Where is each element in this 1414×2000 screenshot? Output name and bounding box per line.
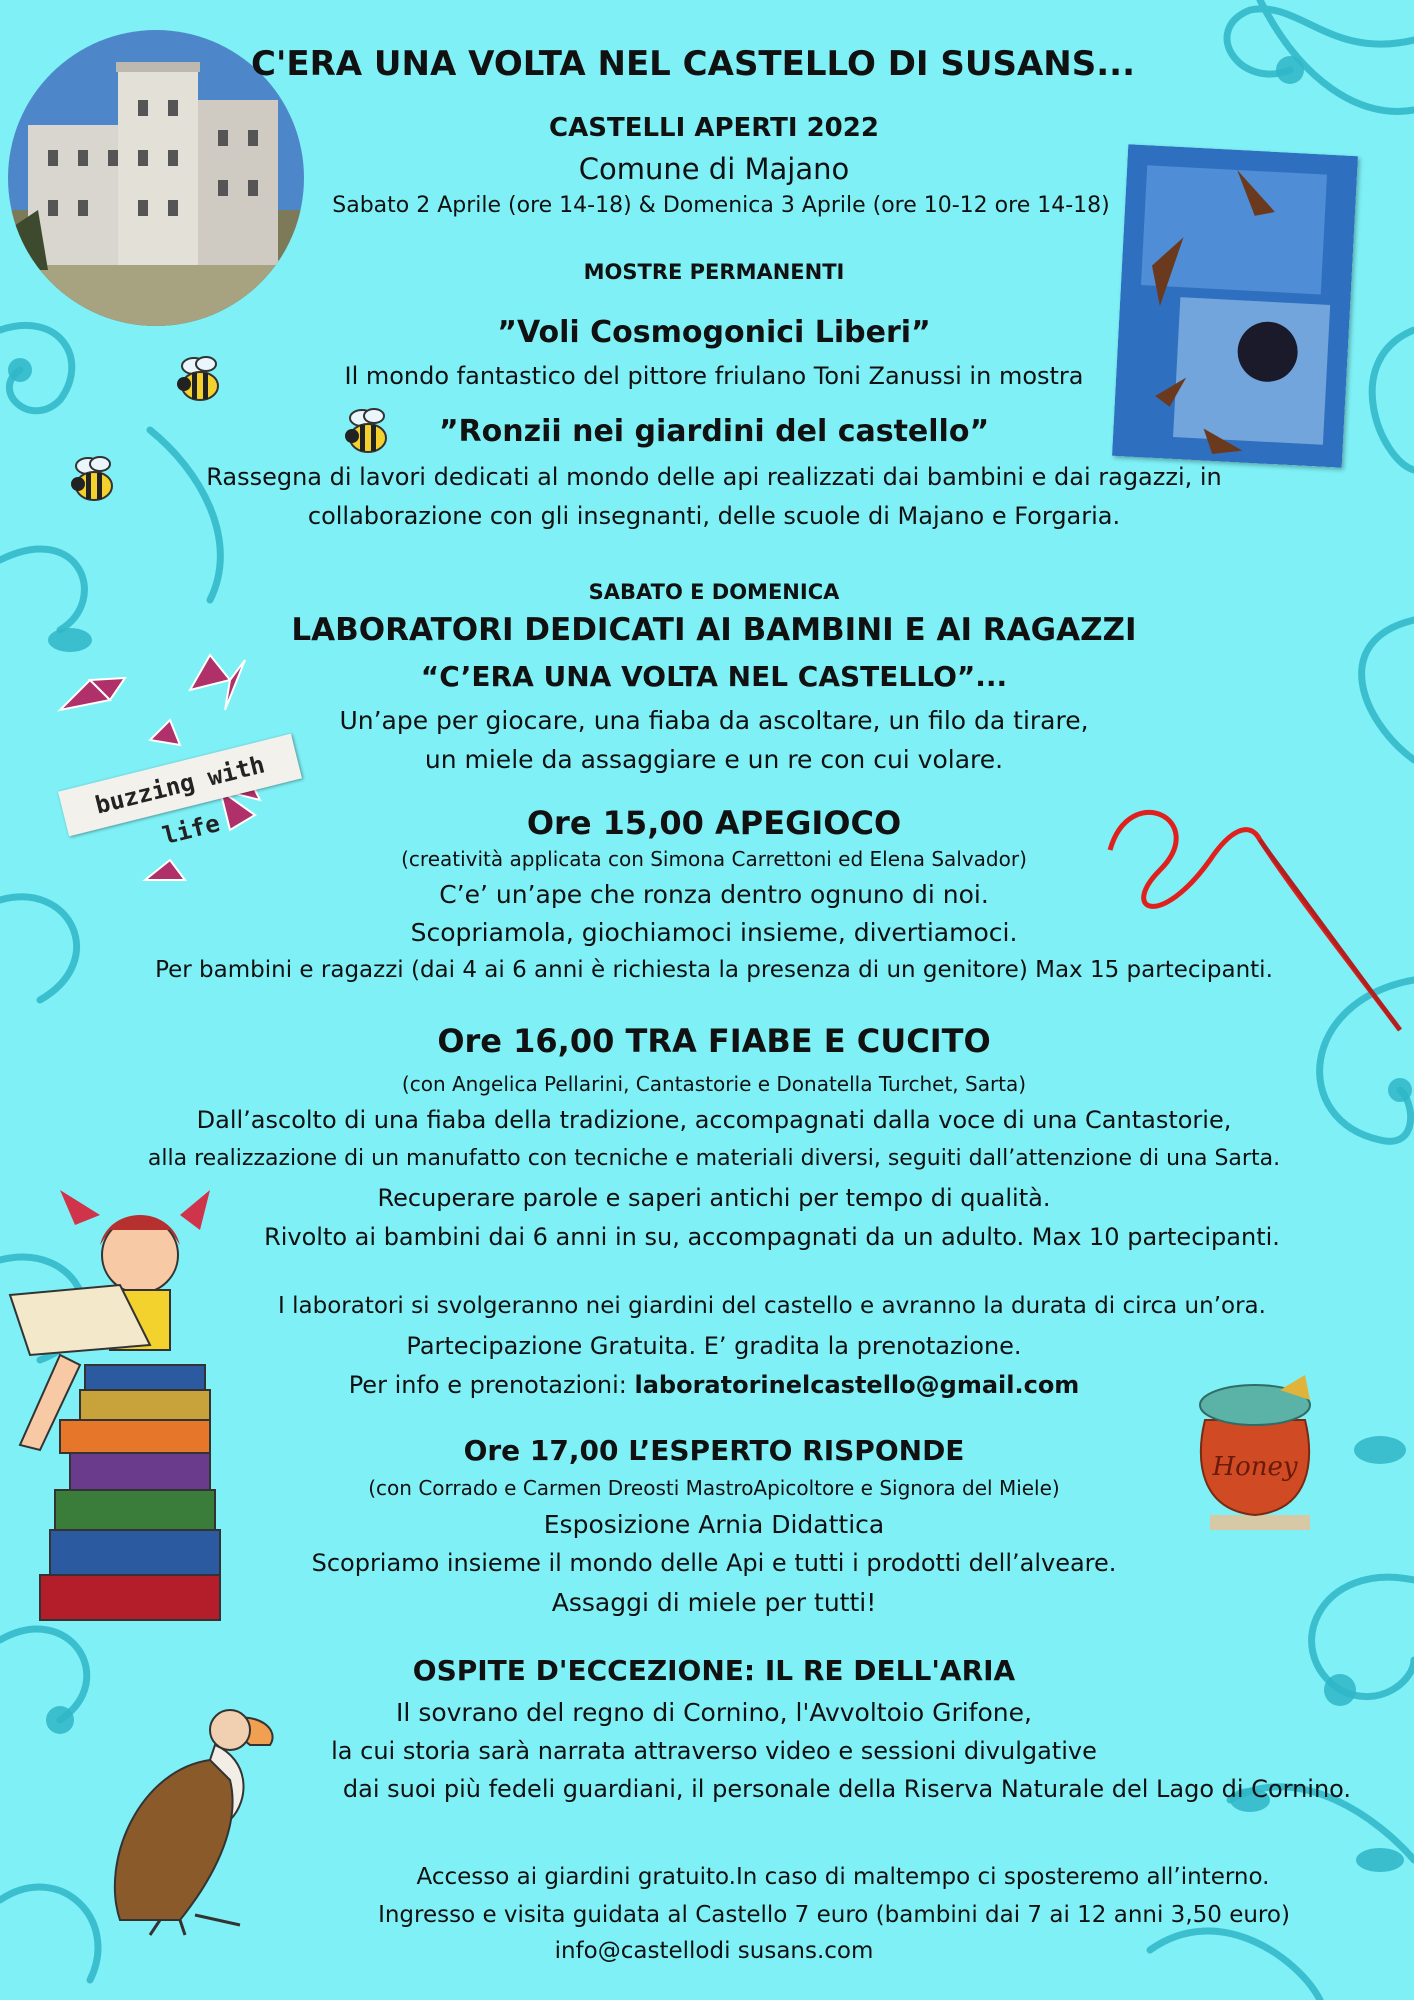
apegioco-line3: Per bambini e ragazzi (dai 4 ai 6 anni è richiesta la presenza di un genitore) Max 15 partecipanti. xyxy=(155,957,1273,983)
fiabe-credits: (con Angelica Pellarini, Cantastorie e Donatella Turchet, Sarta) xyxy=(401,1072,1027,1096)
info-line3 xyxy=(0,1371,1414,1400)
laboratori-intro-line2: un miele da assaggiare e un re con cui volare. xyxy=(424,745,1004,774)
fiabe-title: Ore 16,00 TRA FIABE E CUCITO xyxy=(437,1022,991,1060)
apegioco-line2: Scopriamola, giochiamoci insieme, divertiamoci. xyxy=(410,918,1018,947)
exhibit2-desc-line2: collaborazione con gli insegnanti, delle scuole di Majano e Forgaria. xyxy=(307,502,1121,530)
exhibit1-desc: Il mondo fantastico del pittore friulano Toni Zanussi in mostra xyxy=(344,362,1084,390)
laboratori-days: SABATO E DOMENICA xyxy=(588,580,840,604)
fiabe-line1: Dall’ascolto di una fiaba della tradizione, accompagnati dalla voce di una Cantastorie, xyxy=(196,1106,1232,1134)
honey-label: Honey xyxy=(1212,1452,1298,1482)
exhibit1-title: ”Voli Cosmogonici Liberi” xyxy=(497,315,931,350)
footer-info-email[interactable]: info@castellodi susans.com xyxy=(554,1938,874,1964)
info-line1: I laboratori si svolgeranno nei giardini del castello e avranno la durata di circa un’ora. xyxy=(278,1293,1266,1319)
ospite-line1: Il sovrano del regno di Cornino, l'Avvoltoio Grifone, xyxy=(396,1698,1032,1727)
comune-name: Comune di Majano xyxy=(578,152,850,186)
contact-email[interactable]: laboratorinelcastello@gmail.com xyxy=(634,1371,1080,1399)
mostre-heading: MOSTRE PERMANENTI xyxy=(583,260,845,284)
esperto-line3: Assaggi di miele per tutti! xyxy=(551,1588,877,1617)
event-dates: Sabato 2 Aprile (ore 14-18) & Domenica 3 Aprile (ore 10-12 ore 14-18) xyxy=(332,193,1110,218)
ospite-line2: la cui storia sarà narrata attraverso video e sessioni divulgative xyxy=(331,1737,1097,1765)
apegioco-line1: C’e’ un’ape che ronza dentro ognuno di noi. xyxy=(439,880,989,909)
laboratori-heading: LABORATORI DEDICATI AI BAMBINI E AI RAGAZZI xyxy=(291,612,1137,648)
esperto-credits: (con Corrado e Carmen Dreosti MastroApicoltore e Signora del Miele) xyxy=(368,1476,1060,1500)
fiabe-line3: Recuperare parole e saperi antichi per tempo di qualità. xyxy=(377,1184,1051,1212)
apegioco-title: Ore 15,00 APEGIOCO xyxy=(526,804,902,842)
ospite-line3: dai suoi più fedeli guardiani, il personale della Riserva Naturale del Lago di Cornino. xyxy=(342,1775,1352,1803)
info-prefix: Per info e prenotazioni: xyxy=(348,1371,635,1399)
event-subtitle: CASTELLI APERTI 2022 xyxy=(549,113,879,143)
footer-line2: Ingresso e visita guidata al Castello 7 euro (bambini dai 7 ai 12 anni 3,50 euro) xyxy=(378,1902,1290,1928)
laboratori-intro-line1: Un’ape per giocare, una fiaba da ascoltare, un filo da tirare, xyxy=(339,706,1089,735)
page-title: C'ERA UNA VOLTA NEL CASTELLO DI SUSANS... xyxy=(251,44,1135,84)
fiabe-line2: alla realizzazione di un manufatto con tecniche e materiali diversi, seguiti dall’attenzione di una Sarta. xyxy=(147,1146,1281,1171)
esperto-title: Ore 17,00 L’ESPERTO RISPONDE xyxy=(463,1434,965,1467)
esperto-line2: Scopriamo insieme il mondo delle Api e tutti i prodotti dell’alveare. xyxy=(311,1549,1117,1577)
sticker-text: buzzing with life xyxy=(92,750,268,851)
footer-line1: Accesso ai giardini gratuito.In caso di maltempo ci sposteremo all’interno. xyxy=(416,1864,1270,1890)
esperto-line1: Esposizione Arnia Didattica xyxy=(543,1510,885,1539)
info-line2: Partecipazione Gratuita. E’ gradita la prenotazione. xyxy=(406,1332,1022,1360)
exhibit2-desc-line1: Rassegna di lavori dedicati al mondo delle api realizzati dai bambini e dai ragazzi, in xyxy=(206,463,1222,491)
exhibit2-title: ”Ronzii nei giardini del castello” xyxy=(438,414,990,449)
ospite-title: OSPITE D'ECCEZIONE: IL RE DELL'ARIA xyxy=(412,1654,1016,1687)
fiabe-line4: Rivolto ai bambini dai 6 anni in su, accompagnati da un adulto. Max 10 partecipanti. xyxy=(264,1223,1280,1251)
laboratori-subheading: “C’ERA UNA VOLTA NEL CASTELLO”... xyxy=(420,660,1008,693)
apegioco-credits: (creatività applicata con Simona Carrettoni ed Elena Salvador) xyxy=(401,847,1027,871)
